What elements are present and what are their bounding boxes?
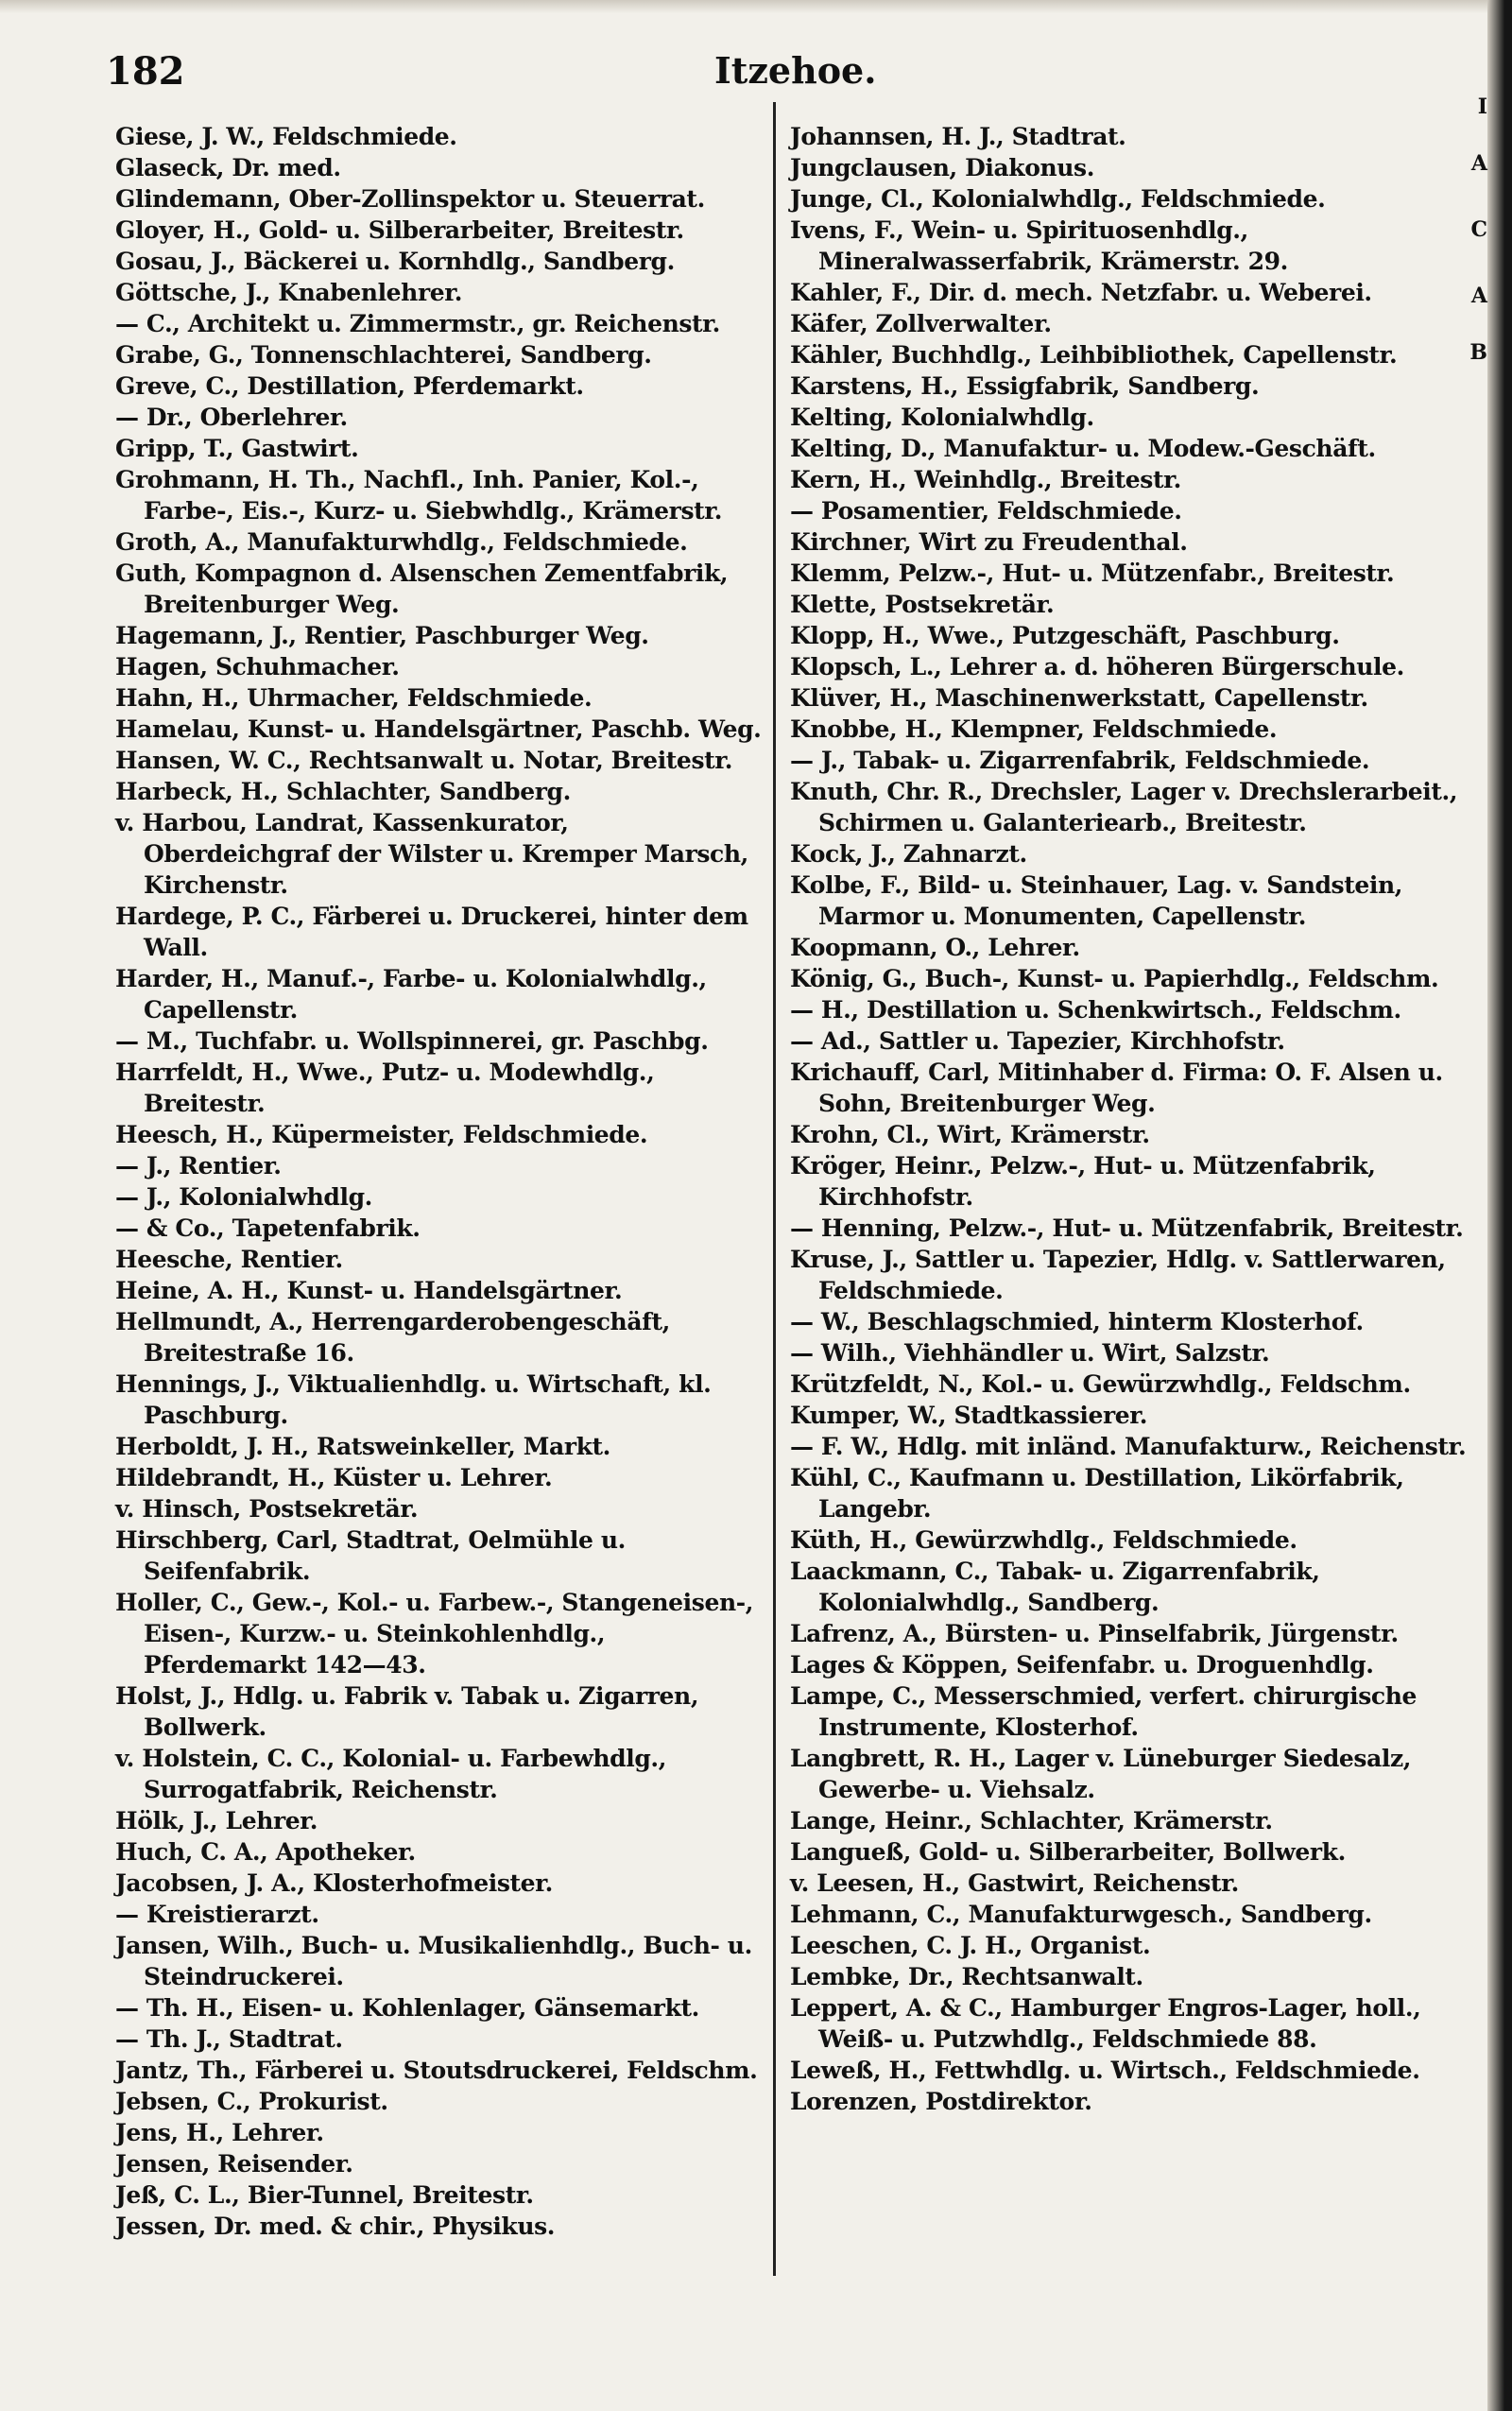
directory-entry: Karstens, H., Essigfabrik, Sandberg. <box>790 372 1260 400</box>
directory-entry: Leweß, H., Fettwhdlg. u. Wirtsch., Feldschmiede. <box>790 2057 1420 2084</box>
directory-entry: — Dr., Oberlehrer. <box>115 404 348 431</box>
directory-entry: Hagen, Schuhmacher. <box>115 653 400 680</box>
directory-entry: — Kreistierarzt. <box>115 1901 319 1928</box>
directory-entry: Gloyer, H., Gold- u. Silberarbeiter, Breitestr. <box>115 216 684 244</box>
directory-entry: Kern, H., Weinhdlg., Breitestr. <box>790 466 1181 493</box>
directory-entry: Huch, C. A., Apotheker. <box>115 1838 416 1866</box>
directory-entry: Kähler, Buchhdlg., Leihbibliothek, Capellenstr. <box>790 341 1398 369</box>
directory-entry: Kruse, J., Sattler u. Tapezier, Hdlg. v. Sattlerwaren, Feldschmiede. <box>790 1246 1446 1304</box>
directory-entry: Lages & Köppen, Seifenfabr. u. Droguenhdlg. <box>790 1651 1374 1679</box>
edge-letter: I <box>1477 95 1487 119</box>
directory-entry: Lampe, C., Messerschmied, verfert. chirurgische Instrumente, Klosterhof. <box>790 1682 1417 1741</box>
directory-entry: Jantz, Th., Färberei u. Stoutsdruckerei, Feldschm. <box>115 2057 758 2084</box>
directory-entry: Knobbe, H., Klempner, Feldschmiede. <box>790 715 1278 743</box>
column-divider <box>773 102 776 2276</box>
directory-entry: Klopp, H., Wwe., Putzgeschäft, Paschburg. <box>790 622 1340 649</box>
directory-entry: — H., Destillation u. Schenkwirtsch., Feldschm. <box>790 996 1401 1024</box>
directory-entry: Jungclausen, Diakonus. <box>790 154 1095 181</box>
right-column <box>790 121 1487 2117</box>
directory-entry: Gosau, J., Bäckerei u. Kornhdlg., Sandberg. <box>115 248 675 275</box>
directory-entry: Jens, H., Lehrer. <box>115 2119 324 2146</box>
directory-entry: Lange, Heinr., Schlachter, Krämerstr. <box>790 1807 1273 1834</box>
directory-entry: — F. W., Hdlg. mit inländ. Manufakturw., Reichenstr. <box>790 1433 1467 1460</box>
directory-entry: Lorenzen, Postdirektor. <box>790 2088 1092 2115</box>
directory-entry: Jeß, C. L., Bier-Tunnel, Breitestr. <box>115 2181 534 2209</box>
directory-entry: Lehmann, C., Manufakturwgesch., Sandberg. <box>790 1901 1372 1928</box>
directory-entry: — J., Kolonialwhdlg. <box>115 1183 372 1211</box>
directory-entry: Krohn, Cl., Wirt, Krämerstr. <box>790 1121 1150 1148</box>
edge-letter: B <box>1469 340 1487 365</box>
directory-entry: Giese, J. W., Feldschmiede. <box>115 123 457 150</box>
directory-entry: Jessen, Dr. med. & chir., Physikus. <box>115 2213 556 2240</box>
directory-entry: Leppert, A. & C., Hamburger Engros-Lager, holl., Weiß- u. Putzwhdlg., Feldschmiede 88. <box>790 1994 1421 2053</box>
edge-letter: C <box>1470 217 1487 242</box>
directory-entry: Harrfeldt, H., Wwe., Putz- u. Modewhdlg., Breitestr. <box>115 1059 655 1117</box>
directory-entry: Klemm, Pelzw.-, Hut- u. Mützenfabr., Breitestr. <box>790 560 1395 587</box>
directory-entry: Herboldt, J. H., Ratsweinkeller, Markt. <box>115 1433 610 1460</box>
directory-entry: Kühl, C., Kaufmann u. Destillation, Likörfabrik, Langebr. <box>790 1464 1404 1523</box>
directory-entry: Leeschen, C. J. H., Organist. <box>790 1932 1151 1959</box>
directory-entry: Kahler, F., Dir. d. mech. Netzfabr. u. Weberei. <box>790 279 1372 306</box>
directory-entry: Jensen, Reisender. <box>115 2150 353 2178</box>
directory-entry: v. Leesen, H., Gastwirt, Reichenstr. <box>790 1869 1239 1897</box>
directory-entry: Klüver, H., Maschinenwerkstatt, Capellenstr. <box>790 684 1368 712</box>
directory-entry: Hagemann, J., Rentier, Paschburger Weg. <box>115 622 649 649</box>
directory-entry: Guth, Kompagnon d. Alsenschen Zementfabrik, Breitenburger Weg. <box>115 560 729 618</box>
directory-entry: Harder, H., Manuf.-, Farbe- u. Kolonialwhdlg., Capellenstr. <box>115 965 707 1024</box>
directory-entry: Kumper, W., Stadtkassierer. <box>790 1402 1148 1429</box>
directory-entry: — Wilh., Viehhändler u. Wirt, Salzstr. <box>790 1339 1270 1367</box>
directory-entry: — J., Tabak- u. Zigarrenfabrik, Feldschmiede. <box>790 747 1370 774</box>
directory-entry: Kelting, Kolonialwhdlg. <box>790 404 1094 431</box>
directory-entry: Lafrenz, A., Bürsten- u. Pinselfabrik, Jürgenstr. <box>790 1620 1399 1647</box>
directory-entry: Klette, Postsekretär. <box>790 591 1055 618</box>
directory-entry: Junge, Cl., Kolonialwhdlg., Feldschmiede. <box>790 185 1326 213</box>
directory-entry: — Th. J., Stadtrat. <box>115 2025 343 2053</box>
directory-entry: Hardege, P. C., Färberei u. Druckerei, hinter dem Wall. <box>115 903 748 961</box>
directory-entry: Lembke, Dr., Rechtsanwalt. <box>790 1963 1143 1990</box>
directory-entry: — Ad., Sattler u. Tapezier, Kirchhofstr. <box>790 1027 1285 1055</box>
directory-entry: — W., Beschlagschmied, hinterm Klosterhof. <box>790 1308 1364 1335</box>
directory-entry: Hildebrandt, H., Küster u. Lehrer. <box>115 1464 553 1491</box>
directory-entry: Hennings, J., Viktualienhdlg. u. Wirtschaft, kl. Paschburg. <box>115 1370 712 1429</box>
directory-entry: Jacobsen, J. A., Klosterhofmeister. <box>115 1869 553 1897</box>
directory-entry: — Posamentier, Feldschmiede. <box>790 497 1182 525</box>
directory-entry: v. Harbou, Landrat, Kassenkurator, Oberdeichgraf der Wilster u. Kremper Marsch, Kirchenstr. <box>115 809 748 899</box>
directory-entry: Langueß, Gold- u. Silberarbeiter, Bollwerk. <box>790 1838 1346 1866</box>
directory-entry: Heesche, Rentier. <box>115 1246 343 1273</box>
directory-entry: Hellmundt, A., Herrengarderobengeschäft, Breitestraße 16. <box>115 1308 670 1367</box>
directory-entry: Hansen, W. C., Rechtsanwalt u. Notar, Breitestr. <box>115 747 733 774</box>
directory-entry: Kirchner, Wirt zu Freudenthal. <box>790 528 1188 556</box>
directory-entry: Greve, C., Destillation, Pferdemarkt. <box>115 372 584 400</box>
directory-entry: Koopmann, O., Lehrer. <box>790 934 1080 961</box>
directory-entry: Heesch, H., Küpermeister, Feldschmiede. <box>115 1121 648 1148</box>
directory-entry: Hamelau, Kunst- u. Handelsgärtner, Paschb. Weg. <box>115 715 762 743</box>
directory-entry: König, G., Buch-, Kunst- u. Papierhdlg., Feldschm. <box>790 965 1439 992</box>
directory-entry: Jansen, Wilh., Buch- u. Musikalienhdlg., Buch- u. Steindruckerei. <box>115 1932 752 1990</box>
directory-entry: Kelting, D., Manufaktur- u. Modew.-Geschäft. <box>790 435 1376 462</box>
directory-entry: Kock, J., Zahnarzt. <box>790 840 1027 868</box>
directory-entry: — C., Architekt u. Zimmermstr., gr. Reichenstr. <box>115 310 720 337</box>
directory-entry: Hölk, J., Lehrer. <box>115 1807 318 1834</box>
directory-entry: Hahn, H., Uhrmacher, Feldschmiede. <box>115 684 593 712</box>
directory-entry: — & Co., Tapetenfabrik. <box>115 1214 421 1242</box>
directory-entry: Küth, H., Gewürzwhdlg., Feldschmiede. <box>790 1526 1297 1554</box>
directory-entry: Laackmann, C., Tabak- u. Zigarrenfabrik, Kolonialwhdlg., Sandberg. <box>790 1558 1320 1616</box>
directory-entry: Holst, J., Hdlg. u. Fabrik v. Tabak u. Zigarren, Bollwerk. <box>115 1682 699 1741</box>
directory-entry: Hirschberg, Carl, Stadtrat, Oelmühle u. Seifenfabrik. <box>115 1526 626 1585</box>
directory-entry: v. Hinsch, Postsekretär. <box>115 1495 419 1523</box>
directory-entry: Heine, A. H., Kunst- u. Handelsgärtner. <box>115 1277 623 1304</box>
directory-entry: Johannsen, H. J., Stadtrat. <box>790 123 1126 150</box>
directory-entry: Glindemann, Ober-Zollinspektor u. Steuerrat. <box>115 185 705 213</box>
directory-entry: Grabe, G., Tonnenschlachterei, Sandberg. <box>115 341 652 369</box>
edge-letter: A <box>1470 151 1487 176</box>
directory-entry: Kröger, Heinr., Pelzw.-, Hut- u. Mützenfabrik, Kirchhofstr. <box>790 1152 1376 1211</box>
directory-entry: Glaseck, Dr. med. <box>115 154 341 181</box>
directory-entry: Grohmann, H. Th., Nachfl., Inh. Panier, Kol.-, Farbe-, Eis.-, Kurz- u. Siebwhdlg., Krämerstr. <box>115 466 723 525</box>
directory-entry: v. Holstein, C. C., Kolonial- u. Farbewhdlg., Surrogatfabrik, Reichenstr. <box>115 1745 667 1803</box>
directory-entry: Groth, A., Manufakturwhdlg., Feldschmiede. <box>115 528 688 556</box>
directory-entry: — M., Tuchfabr. u. Wollspinnerei, gr. Paschbg. <box>115 1027 709 1055</box>
directory-entry: — Th. H., Eisen- u. Kohlenlager, Gänsemarkt. <box>115 1994 699 2022</box>
directory-entry: Krützfeldt, N., Kol.- u. Gewürzwhdlg., Feldschm. <box>790 1370 1411 1398</box>
page-edge-shadow <box>1487 0 1512 2411</box>
directory-entry: Käfer, Zollverwalter. <box>790 310 1052 337</box>
directory-entry: Holler, C., Gew.-, Kol.- u. Farbew.-, Stangeneisen-, Eisen-, Kurzw.- u. Steinkohlenhdlg., Pferdemarkt 142—43. <box>115 1589 754 1679</box>
directory-entry: Jebsen, C., Prokurist. <box>115 2088 388 2115</box>
directory-entry: Gripp, T., Gastwirt. <box>115 435 359 462</box>
directory-entry: Klopsch, L., Lehrer a. d. höheren Bürgerschule. <box>790 653 1404 680</box>
directory-entry: Harbeck, H., Schlachter, Sandberg. <box>115 778 571 805</box>
directory-entry: Göttsche, J., Knabenlehrer. <box>115 279 463 306</box>
directory-entry: Krichauff, Carl, Mitinhaber d. Firma: O. F. Alsen u. Sohn, Breitenburger Weg. <box>790 1059 1443 1117</box>
running-head: Itzehoe. <box>714 49 877 92</box>
directory-entry: Langbrett, R. H., Lager v. Lüneburger Siedesalz, Gewerbe- u. Viehsalz. <box>790 1745 1412 1803</box>
page-number: 182 <box>106 49 185 94</box>
directory-entry: Knuth, Chr. R., Drechsler, Lager v. Drechslerarbeit., Schirmen u. Galanteriearb., Breitestr. <box>790 778 1458 836</box>
directory-entry: — Henning, Pelzw.-, Hut- u. Mützenfabrik, Breitestr. <box>790 1214 1464 1242</box>
left-column <box>115 121 762 2242</box>
page-top-shadow <box>0 0 1512 13</box>
edge-letter: A <box>1470 284 1487 308</box>
directory-entry: Kolbe, F., Bild- u. Steinhauer, Lag. v. Sandstein, Marmor u. Monumenten, Capellenstr. <box>790 871 1403 930</box>
directory-entry: Ivens, F., Wein- u. Spirituosenhdlg., Mineralwasserfabrik, Krämerstr. 29. <box>790 216 1288 275</box>
directory-entry: — J., Rentier. <box>115 1152 282 1180</box>
